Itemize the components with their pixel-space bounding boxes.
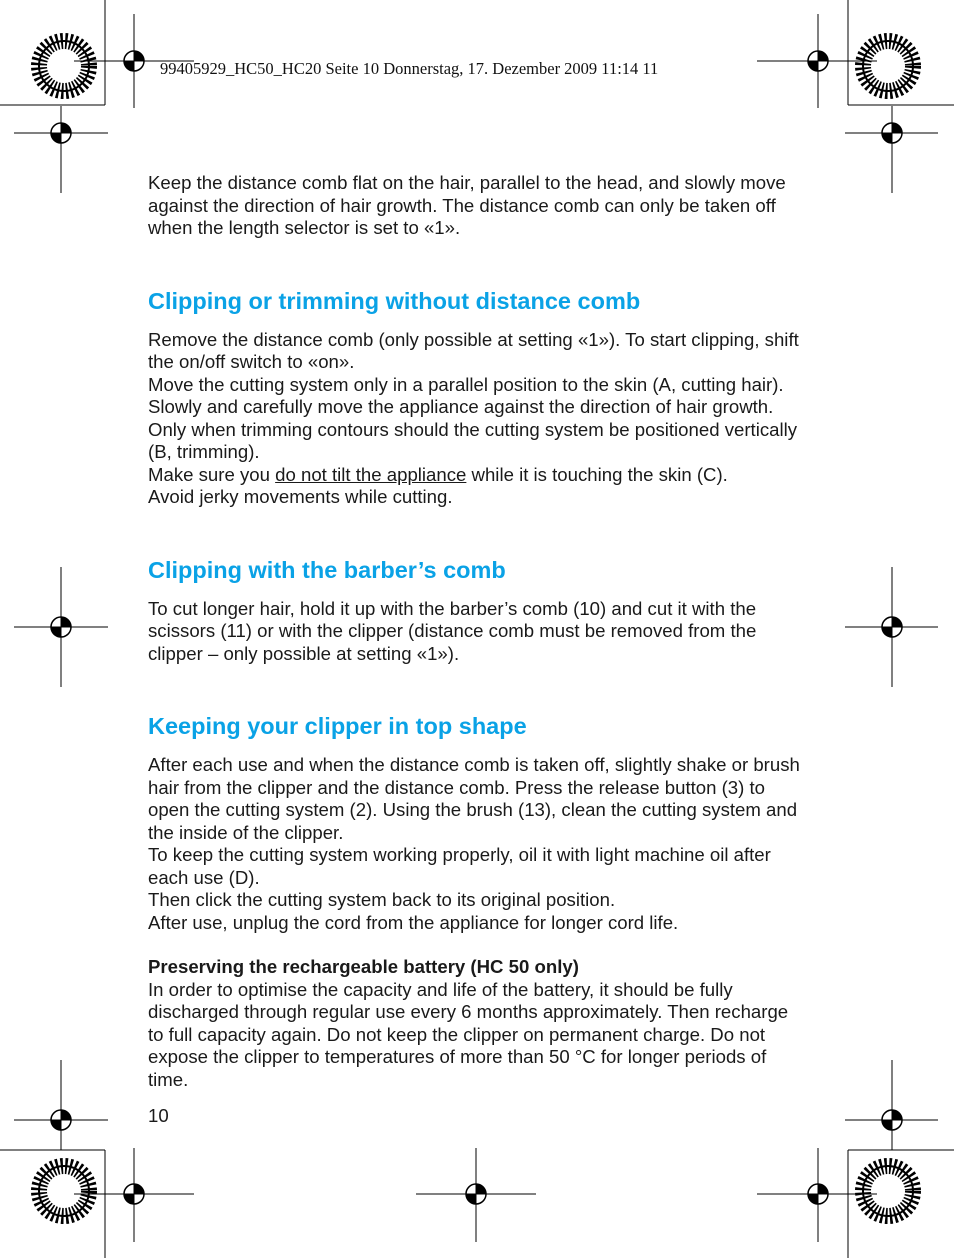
- paragraph: To cut longer hair, hold it up with the barber’s comb (10) and cut it with the scissors (11) or with the clipper (distance comb must be removed from the clipper – only possible at setting «1»).: [148, 597, 757, 664]
- registration-target-icon: [124, 51, 144, 71]
- page-number: 10: [148, 1105, 169, 1126]
- paragraph: Then click the cutting system back to its original position.: [148, 889, 616, 910]
- paragraph: Remove the distance comb (only possible at setting «1»). To start clipping, shift the on/off switch to «on».: [148, 328, 799, 372]
- registration-target-icon: [882, 1110, 902, 1130]
- heading-top-shape: Keeping your clipper in top shape: [148, 713, 527, 739]
- subheading-battery: Preserving the rechargeable battery (HC 50 only): [148, 956, 579, 977]
- heading-clipping-without-comb: Clipping or trimming without distance comb: [148, 287, 641, 314]
- starburst-icon: [39, 41, 89, 91]
- paragraph: After use, unplug the cord from the appliance for longer cord life.: [148, 911, 679, 933]
- registration-target-icon: [882, 617, 902, 637]
- paragraph: After each use and when the distance comb is taken off, slightly shake or brush hair from the clipper and the distance comb. Press the release button (3) to open the cutting system (2). Using the brush (13), clean the cutting system and the inside of the clipper.: [148, 754, 800, 843]
- paragraph: Avoid jerky movements while cutting.: [148, 486, 453, 507]
- paragraph: Move the cutting system only in a parallel position to the skin (A, cutting hair). Slowly and carefully move the appliance against the direction of hair growth. Only when trimming contours should the cutting system be positioned vertically (B, trimming).: [148, 373, 798, 462]
- registration-target-icon: [51, 617, 71, 637]
- registration-target-icon: [808, 51, 828, 71]
- print-slug: 99405929_HC50_HC20 Seite 10 Donnerstag, 17. Dezember 2009 11:14 11: [160, 59, 659, 78]
- registration-target-icon: [124, 1184, 144, 1204]
- registration-target-icon: [51, 1110, 71, 1130]
- heading-barbers-comb: Clipping with the barber’s comb: [148, 556, 506, 583]
- registration-target-icon: [51, 123, 71, 143]
- text: while it is touching the skin (C).: [466, 463, 728, 485]
- paragraph: In order to optimise the capacity and life of the battery, it should be fully discharged through regular use every 6 months approximately. Then recharge to full capacity again. Do not keep the clipper on permanent charge. Do not expose the clipper to temperatures of more than 50 °C for longer periods of time.: [148, 978, 789, 1090]
- emphasis-text: do not tilt the appliance: [275, 463, 467, 485]
- registration-target-icon: [808, 1184, 828, 1204]
- intro-paragraph: Keep the distance comb flat on the hair, parallel to the head, and slowly move against the direction of hair growth. The distance comb can only be taken off when the length selector is set to «1».: [148, 172, 786, 238]
- registration-target-icon: [466, 1184, 486, 1204]
- registration-target-icon: [882, 123, 902, 143]
- page-content: [148, 172, 808, 1091]
- paragraph: [148, 464, 808, 487]
- starburst-icon: [863, 1166, 913, 1216]
- starburst-icon: [863, 41, 913, 91]
- starburst-icon: [39, 1166, 89, 1216]
- text: Make sure you: [148, 463, 276, 485]
- paragraph: To keep the cutting system working properly, oil it with light machine oil after each use (D).: [148, 844, 771, 888]
